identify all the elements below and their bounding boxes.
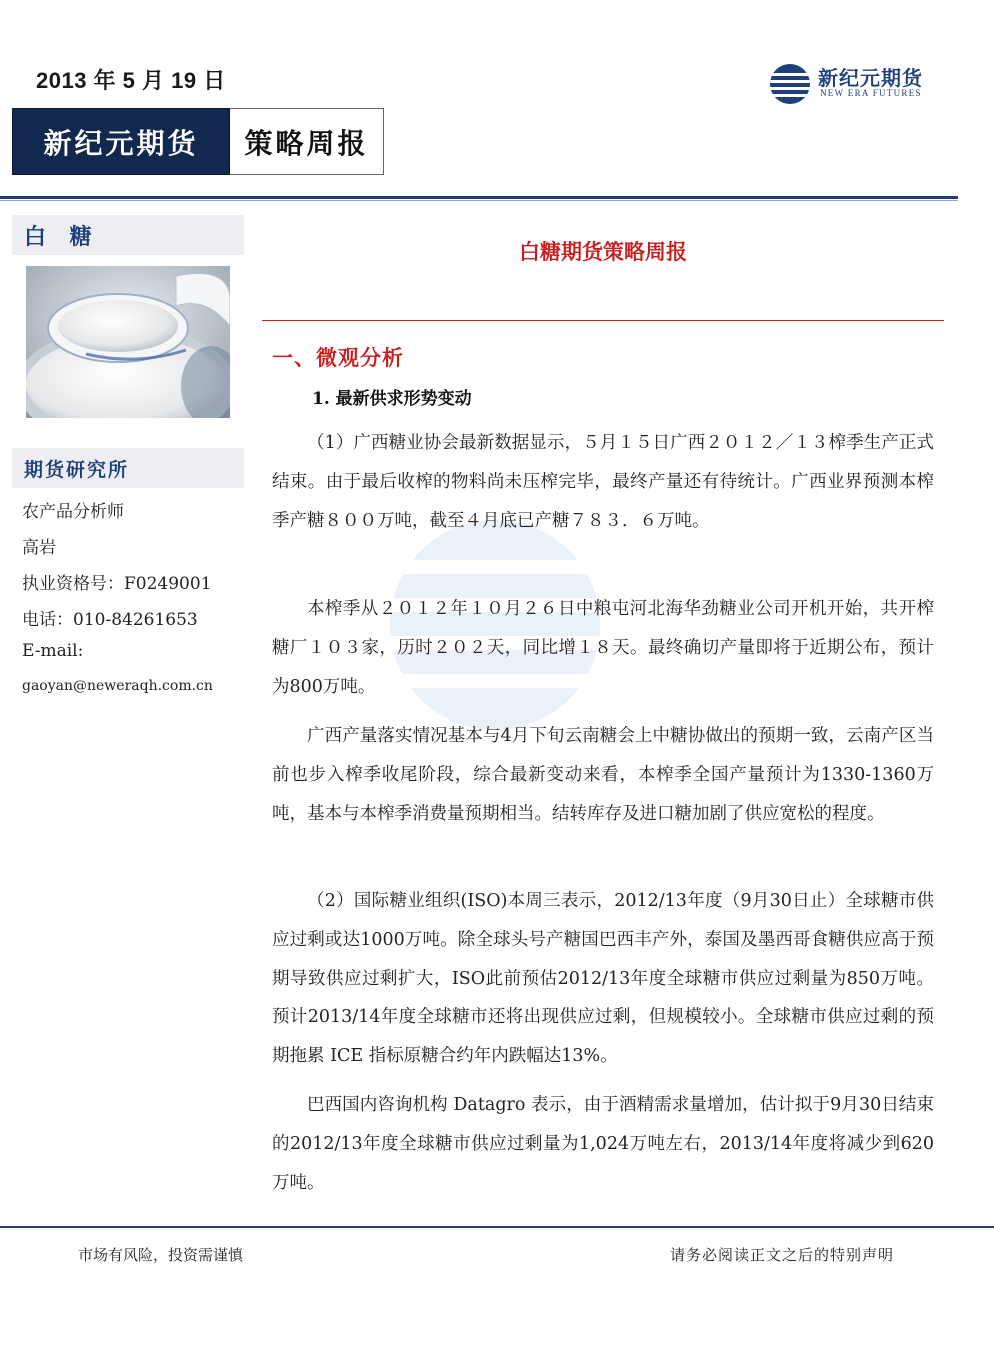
paragraph: （2）国际糖业组织(ISO)本周三表示，2012/13年度（9月30日止）全球糖市供应过剩或达1000万吨。除全球头号产糖国巴西丰产外，泰国及墨西哥食糖供应高于预期导致供应过剩扩大，ISO此前预估2012/13年度全球糖市供应过剩量为850万吨。预计2013/14年度全球糖市还将出现供应过剩，但规模较小。全球糖市供应过剩的预期拖累 ICE 指标原糖合约年内跌幅达13%。 bbox=[272, 891, 934, 1067]
paragraph: （1）广西糖业协会最新数据显示，５月１５日广西２０１２／１３榨季生产正式结束。由于最后收榨的物料尚未压榨完毕，最终产量还有待统计。广西业界预测本榨季产糖８００万吨，截至４月底已产糖７８３．６万吨。 bbox=[272, 433, 934, 531]
logo-en-text: NEW ERA FUTURES bbox=[820, 88, 922, 98]
report-type-banner: 策略周报 bbox=[230, 108, 384, 175]
email-label: E-mail: bbox=[22, 641, 84, 661]
paragraph: 广西产量落实情况基本与4月下旬云南糖会上中糖协做出的预期一致，云南产区当前也步入榨季收尾阶段，综合最新变动来看，本榨季全国产量预计为1330-1360万吨，基本与本榨季消费量预期相当。结转库存及进口糖加剧了供应宽松的程度。 bbox=[272, 726, 934, 824]
sugar-spoon-image bbox=[26, 266, 230, 418]
title-divider bbox=[262, 320, 944, 321]
globe-icon bbox=[770, 64, 810, 104]
license-number: 执业资格号：F0249001 bbox=[22, 574, 212, 594]
email-address[interactable]: gaoyan@neweraqh.com.cn bbox=[22, 678, 213, 694]
phone-number: 电话：010-84261653 bbox=[22, 610, 198, 630]
header-divider-thin bbox=[0, 200, 958, 201]
brand-banner: 新纪元期货 bbox=[12, 108, 230, 175]
footer-divider bbox=[0, 1226, 994, 1228]
institute-heading: 期货研究所 bbox=[12, 448, 244, 488]
commodity-heading: 白 糖 bbox=[12, 215, 244, 255]
header-divider bbox=[0, 196, 958, 199]
subsection-heading: 1. 最新供求形势变动 bbox=[312, 389, 472, 409]
analyst-name: 高岩 bbox=[22, 538, 56, 558]
report-date: 2013 年 5 月 19 日 bbox=[36, 68, 226, 93]
paragraph: 本榨季从２０１２年１０月２６日中粮屯河北海华劲糖业公司开机开始，共开榨糖厂１０３家，历时２０２天，同比增１８天。最终确切产量即将于近期公布，预计为800万吨。 bbox=[272, 599, 934, 697]
disclaimer-notice: 请务必阅读正文之后的特别声明 bbox=[670, 1246, 895, 1264]
company-logo bbox=[770, 62, 950, 102]
section-heading: 一、微观分析 bbox=[272, 345, 404, 370]
document-title: 白糖期货策略周报 bbox=[519, 241, 687, 264]
logo-cn-text: 新纪元期货 bbox=[818, 66, 923, 90]
risk-notice: 市场有风险，投资需谨慎 bbox=[78, 1246, 244, 1264]
analyst-role: 农产品分析师 bbox=[22, 502, 124, 522]
paragraph: 巴西国内咨询机构 Datagro 表示，由于酒精需求量增加，估计拟于9月30日结束的2012/13年度全球糖市供应过剩量为1,024万吨左右，2013/14年度将减少到620万吨。 bbox=[272, 1095, 934, 1193]
